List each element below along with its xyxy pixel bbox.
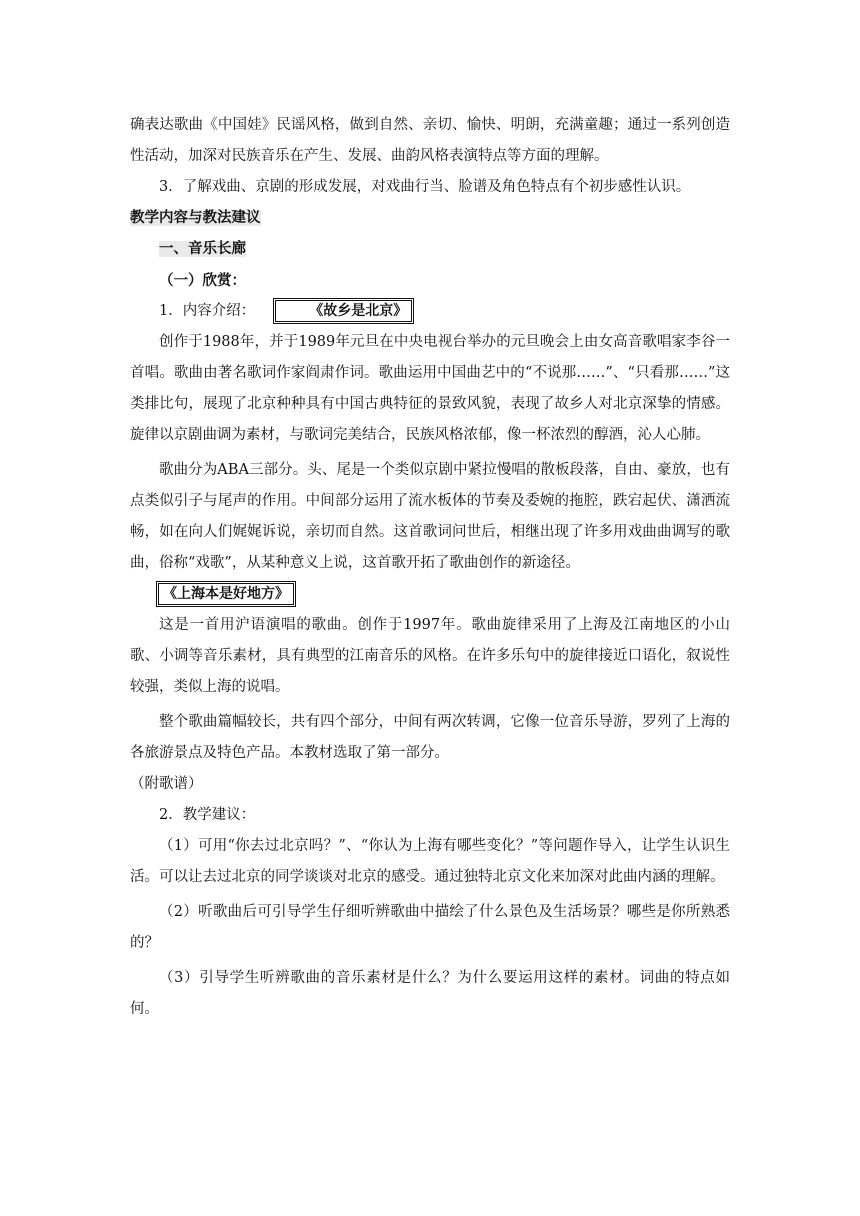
paragraph: 3．了解戏曲、京剧的形成发展，对戏曲行当、脸谱及角色特点有个初步感性认识。 [159,179,691,195]
intro-line [130,296,730,327]
intro-label: 1．内容介绍： [159,303,256,319]
paragraph: （附歌谱） [130,776,203,792]
section-heading-text: 教学内容与教法建议 [130,210,261,226]
section-heading [130,203,730,234]
subsubsection-heading: （一）欣赏： [159,272,246,289]
paragraph: 歌曲分为ABA三部分。头、尾是一个类似京剧中紧拉慢唱的散板段落，自由、豪放，也有点类似引子与尾声的作用。中间部分运用了流水板体的节奏及委婉的拖腔，跌宕起伏、潇洒流畅，如在向人们娓娓诉说，亲切而自然。这首歌词问世后，相继出现了许多用戏曲曲调写的歌曲，俗称“戏歌”，从某种意义上说，这首歌开拓了歌曲创作的新途径。 [130,462,730,571]
paragraph: 这是一首用沪语演唱的歌曲。创作于1997年。歌曲旋律采用了上海及江南地区的小山歌、小调等音乐素材，具有典型的江南音乐的风格。在许多乐句中的旋律接近口语化，叙说性较强，类似上海的说唱。 [130,617,730,695]
song-title-line [130,579,730,610]
subsection-heading-text: 一、音乐长廊 [159,241,246,257]
paragraph: 整个歌曲篇幅较长，共有四个部分，中间有两次转调，它像一位音乐导游，罗列了上海的各旅游景点及特色产品。本教材选取了第一部分。 [130,714,730,761]
paragraph: 创作于1988年，并于1989年元旦在中央电视台举办的元旦晚会上由女高音歌唱家李谷一首唱。歌曲由著名歌词作家阎肃作词。歌曲运用中国曲艺中的“不说那……”、“只看那……”这类排比句，展现了北京种种具有中国古典特征的景致风貌，表现了故乡人对北京深挚的情感。旋律以京剧曲调为素材，与歌词完美结合，民族风格浓郁，像一杯浓烈的醇酒，沁人心肺。 [130,334,730,443]
subsection-heading [130,234,730,265]
paragraph: 确表达歌曲《中国娃》民谣风格，做到自然、亲切、愉快、明朗，充满童趣；通过一系列创造性活动，加深对民族音乐在产生、发展、曲韵风格表演特点等方面的理解。 [130,117,730,164]
paragraph: （3）引导学生听辨歌曲的音乐素材是什么？为什么要运用这样的素材。词曲的特点如何。 [130,970,730,1017]
paragraph: 2．教学建议： [159,807,256,823]
song-title-box: 《故乡是北京》 [275,300,412,322]
paragraph: （2）听歌曲后可引导学生仔细听辨歌曲中描绘了什么景色及生活场景？哪些是你所熟悉的？ [130,904,730,951]
paragraph: （1）可用“你去过北京吗？”、“你认为上海有哪些变化？”等问题作导入，让学生认识生活。可以让去过北京的同学谈谈对北京的感受。通过独特北京文化来加深对此曲内涵的理解。 [130,838,730,885]
document-page [130,110,730,1025]
song-title-box: 《上海本是好地方》 [158,583,294,605]
